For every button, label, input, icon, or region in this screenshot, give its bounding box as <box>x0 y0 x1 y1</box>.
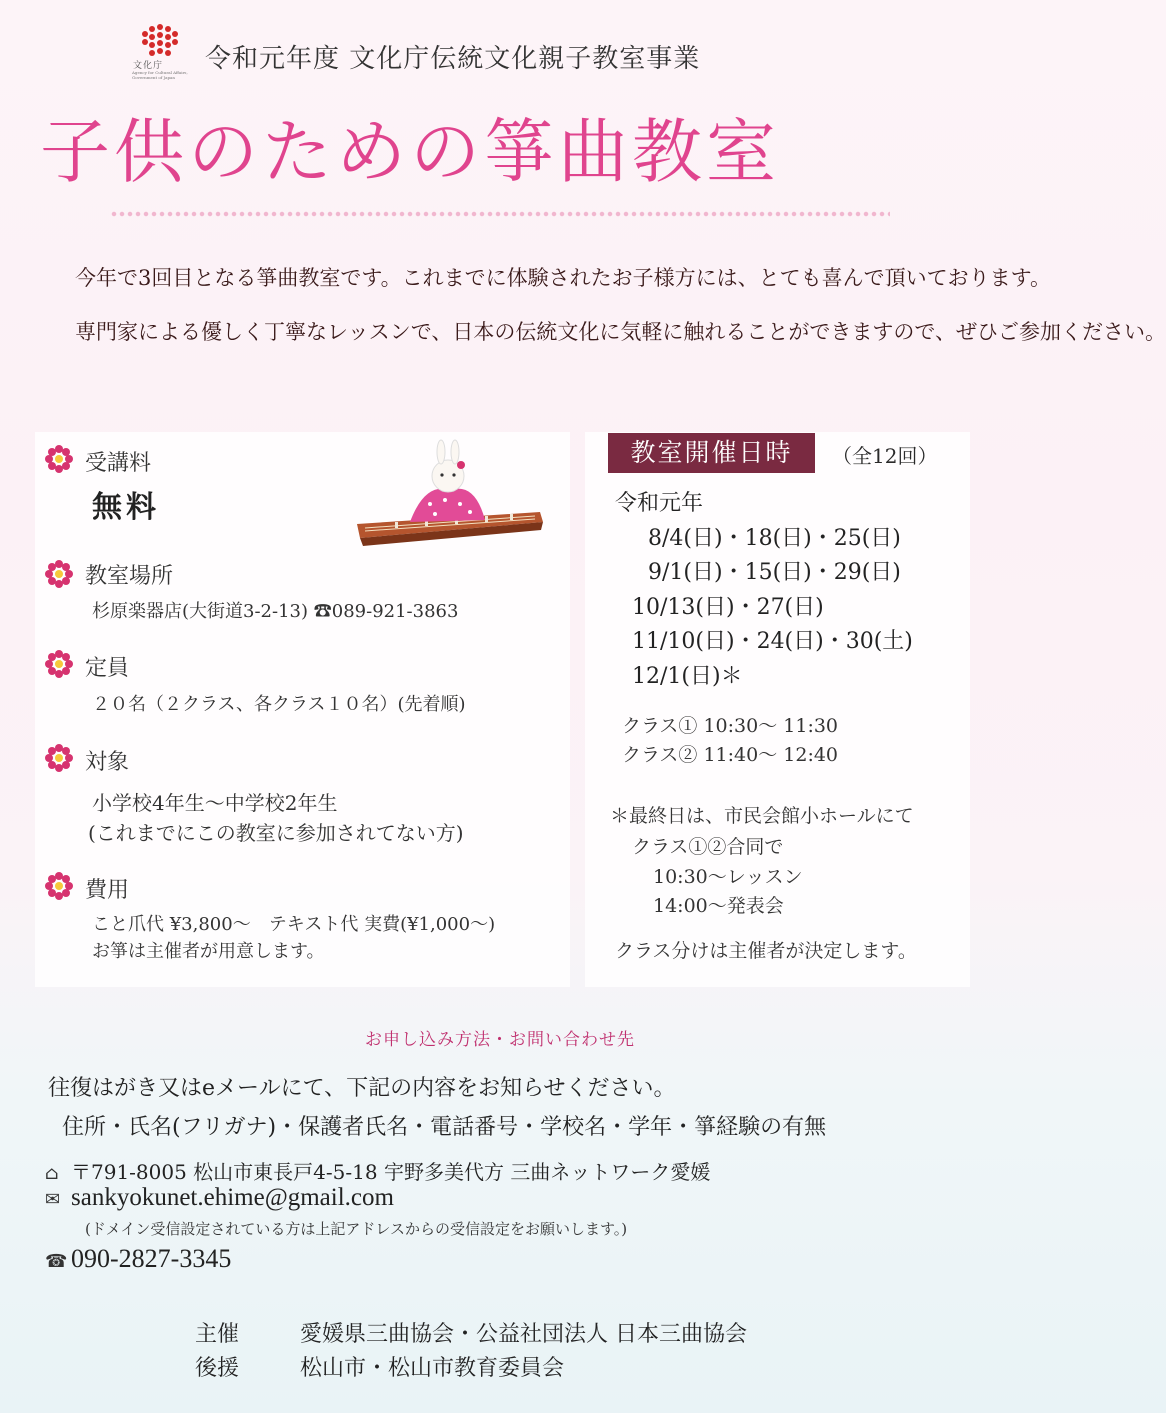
flower-icon <box>45 445 73 473</box>
schedule-date: 12/1(日)＊ <box>632 664 743 689</box>
final-day-note: 10:30〜レッスン <box>653 866 803 888</box>
schedule-date: 9/1(日)・15(日)・29(日) <box>648 560 901 585</box>
fee-heading: 受講料 <box>85 451 152 476</box>
class-2-time: クラス② 11:40〜 12:40 <box>622 744 839 766</box>
final-day-note: 14:00〜発表会 <box>653 895 784 917</box>
schedule-date: 11/10(日)・24(日)・30(土) <box>632 629 913 654</box>
host-value: 愛媛県三曲協会・公益社団法人 日本三曲協会 <box>300 1322 747 1347</box>
target-heading: 対象 <box>85 750 130 775</box>
koto-rabbit-illustration <box>355 442 550 557</box>
cost-heading: 費用 <box>85 878 130 903</box>
host-label: 主催 <box>195 1322 240 1347</box>
mail-icon: ✉ <box>45 1189 61 1209</box>
address-text: 〒791-8005 松山市東長戸4-5-18 宇野多美代方 三曲ネットワーク愛媛 <box>71 1160 711 1184</box>
contact-phone <box>45 1244 231 1274</box>
contact-line-2: 住所・氏名(フリガナ)・保護者氏名・電話番号・学校名・学年・箏経験の有無 <box>62 1115 827 1140</box>
schedule-date: 8/4(日)・18(日)・25(日) <box>648 526 901 551</box>
cost-line-1: こと爪代 ¥3,800〜 テキスト代 実費(¥1,000〜) <box>92 914 496 935</box>
fee-value: 無料 <box>92 490 160 525</box>
dotted-divider <box>110 210 890 218</box>
target-line-2: (これまでにこの教室に参加されてない方) <box>88 821 464 845</box>
place-heading: 教室場所 <box>85 564 174 589</box>
schedule-total: （全12回） <box>832 444 938 468</box>
schedule-date: 10/13(日)・27(日) <box>632 595 824 620</box>
final-day-note: クラス①②合同で <box>632 836 784 858</box>
email-text: sankyokunet.ehime@gmail.com <box>71 1184 394 1211</box>
phone-text: 090-2827-3345 <box>71 1244 232 1273</box>
place-phone: 089-921-3863 <box>331 601 459 622</box>
contact-email <box>45 1184 394 1212</box>
flower-icon <box>45 560 73 588</box>
class-1-time: クラス① 10:30〜 11:30 <box>622 715 839 737</box>
logo-subtext: Agency for Cultural Affairs, Government of Japan <box>132 70 188 80</box>
page-title: 子供のための箏曲教室 <box>40 111 780 193</box>
flower-icon <box>45 744 73 772</box>
program-subtitle: 令和元年度 文化庁伝統文化親子教室事業 <box>205 44 701 74</box>
capacity-value: ２０名（２クラス、各クラス１０名）(先着順) <box>92 694 466 715</box>
place-name: 杉原楽器店(大街道3-2-13) <box>92 601 309 622</box>
schedule-heading: 教室開催日時 <box>608 433 815 473</box>
target-line-1: 小学校4年生〜中学校2年生 <box>92 791 338 815</box>
final-day-note: ＊最終日は、市民会館小ホールにて <box>610 805 914 827</box>
phone-icon: ☎ <box>45 1251 68 1271</box>
flower-icon <box>45 650 73 678</box>
capacity-heading: 定員 <box>85 656 130 681</box>
home-icon: ⌂ <box>45 1163 59 1184</box>
phone-icon: ☎ <box>313 601 332 622</box>
support-label: 後援 <box>195 1356 240 1381</box>
intro-line-1: 今年で3回目となる箏曲教室です。これまでに体験されたお子様方には、とても喜んで頂いております。 <box>75 266 1051 290</box>
schedule-year: 令和元年 <box>615 491 704 516</box>
class-assign-note: クラス分けは主催者が決定します。 <box>615 940 917 962</box>
logo-text: 文化庁 <box>133 61 164 71</box>
place-value <box>92 597 458 623</box>
intro-line-2: 専門家による優しく丁寧なレッスンで、日本の伝統文化に気軽に触れることができますので、ぜひご参加ください。 <box>75 320 1166 344</box>
email-note: (ドメイン受信設定されている方は上記アドレスからの受信設定をお願いします。) <box>85 1220 628 1238</box>
support-value: 松山市・松山市教育委員会 <box>300 1356 565 1381</box>
contact-line-1: 往復はがき又はeメールにて、下記の内容をお知らせください。 <box>48 1076 676 1101</box>
flower-icon <box>45 872 73 900</box>
cost-line-2: お箏は主催者が用意します。 <box>92 941 325 962</box>
contact-address <box>45 1156 710 1185</box>
contact-heading: お申し込み方法・お問い合わせ先 <box>365 1030 635 1050</box>
